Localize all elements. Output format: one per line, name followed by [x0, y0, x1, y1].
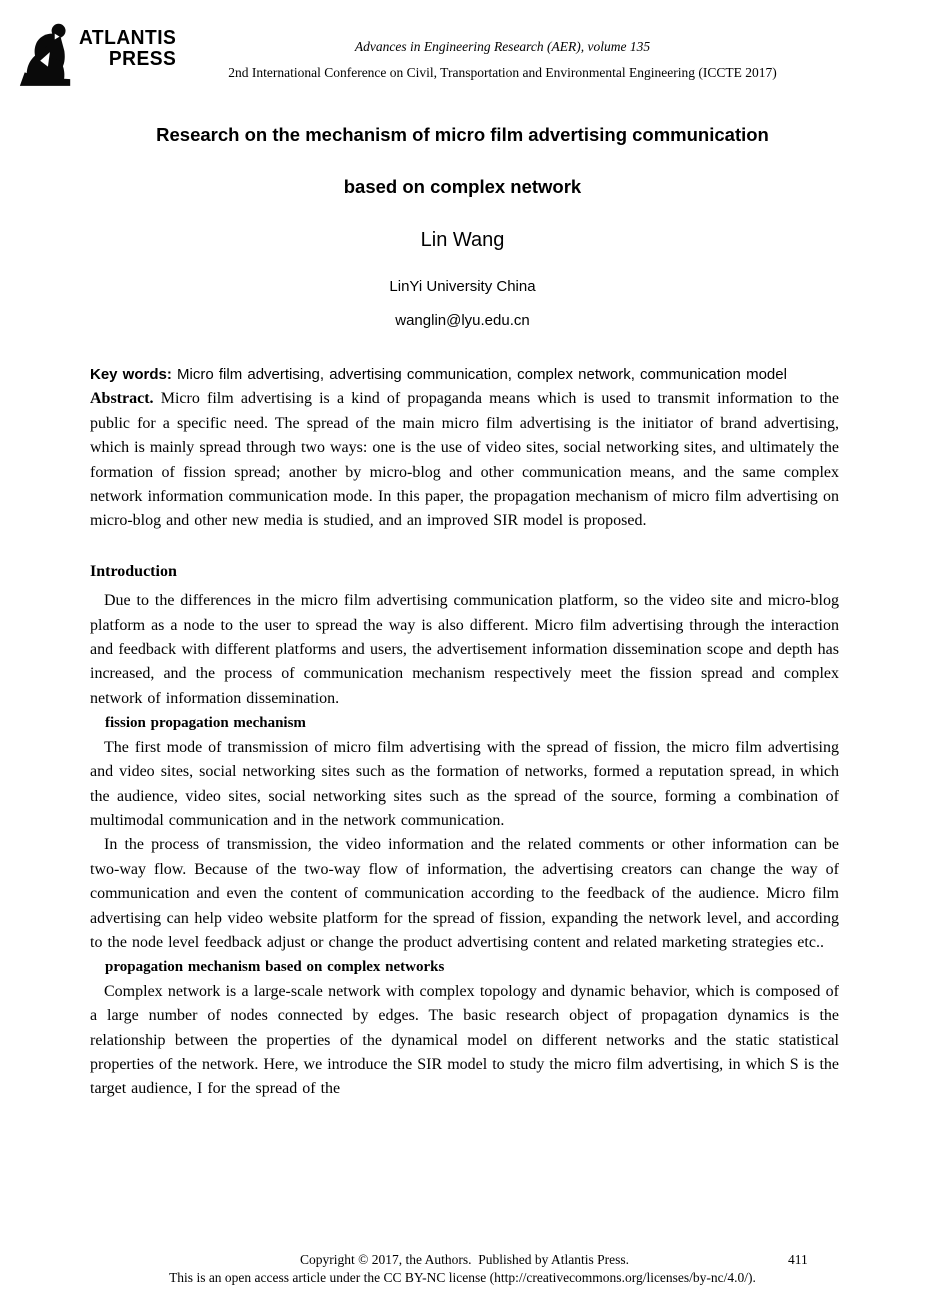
paper-title-line1: Research on the mechanism of micro film advertising communication — [156, 124, 769, 145]
fission-paragraph-1: The first mode of transmission of micro film advertising with the spread of fission, the micro film advertising and video sites, social networking sites such as the formation of networks, formed a reputation spread, in which the audience, video sites, social networking sites such as the spread of the source, forming a combination of multimodal communication and in the network communication. — [90, 738, 839, 829]
abstract-text: Micro film advertising is a kind of propaganda means which is used to transmit information to the public for a specific need. The spread of the main micro film advertising is the initiator of brand advertising, which is mainly spread through two ways: one is the use of video sites, social networking sites, and ultimately the formation of fission spread; another by micro-blog and other communication means, and the same complex network information communication mode. In this paper, the propagation mechanism of micro film advertising on micro-blog and other new media is studied, and an improved SIR model is proposed. — [90, 390, 839, 530]
abstract-label: Abstract. — [90, 390, 154, 408]
keywords-label: Key words: — [90, 366, 172, 383]
footer-license-line: This is an open access article under the CC BY-NC license (http://creativecommons.org/licenses/by-nc/4.0/). — [169, 1270, 756, 1285]
author-affiliation: LinYi University China — [389, 278, 536, 295]
subheading-fission-propagation: fission propagation mechanism — [105, 715, 306, 732]
page-number: 411 — [788, 1252, 808, 1267]
logo-word-atlantis: ATLANTIS — [79, 27, 177, 49]
keywords-text: Micro film advertising, advertising communication, complex network, communication model — [171, 366, 787, 383]
logo-word-press: PRESS — [108, 48, 177, 70]
keywords-paragraph — [90, 363, 839, 387]
intro-paragraph: Due to the differences in the micro film advertising communication platform, so the video site and micro-blog platform as a node to the user to spread the way is also different. Micro film advertising through the interaction and feedback with different platforms and users, the advertisement information dissemination scope and depth has increased, and the process of communication mechanism respectively meet the fission spread and complex network of information dissemination. — [90, 592, 839, 707]
paper-title-line2: based on complex network — [343, 176, 582, 197]
author-email: wanglin@lyu.edu.cn — [395, 312, 530, 329]
journal-volume-line: Advances in Engineering Research (AER), volume 135 — [354, 39, 651, 54]
abstract-paragraph — [90, 387, 839, 533]
subheading-complex-networks: propagation mechanism based on complex networks — [105, 959, 445, 976]
paper-title — [40, 124, 885, 198]
author-name: Lin Wang — [420, 229, 505, 251]
running-head — [120, 39, 885, 81]
thinker-icon — [16, 22, 76, 86]
fission-paragraph-2: In the process of transmission, the video information and the related comments or other information can be two-way flow. Because of the two-way flow of information, the advertising creators can change the way of communication and even the content of communication according to the feedback of the audience. Micro film advertising can help video website platform for the spread of fission, expanding the network level, and according to the node level feedback adjust or change the product advertising content and related marketing strategies etc.. — [90, 836, 839, 951]
footer-copyright-line: Copyright © 2017, the Authors. Published by Atlantis Press. — [299, 1252, 630, 1267]
main-text-column — [90, 363, 839, 1102]
complex-network-paragraph: Complex network is a large-scale network with complex topology and dynamic behavior, which is composed of a large number of nodes connected by edges. The basic research object of propagation dynamics is the relationship between the properties of the dynamical model on different networks and the static statistical properties of the network. Here, we introduce the SIR model to study the micro film advertising, in which S is the target audience, I for the spread of the — [90, 982, 839, 1098]
section-heading-introduction: Introduction — [90, 562, 177, 580]
conference-line: 2nd International Conference on Civil, Transportation and Environmental Engineering (ICCTE 2017) — [228, 65, 777, 80]
